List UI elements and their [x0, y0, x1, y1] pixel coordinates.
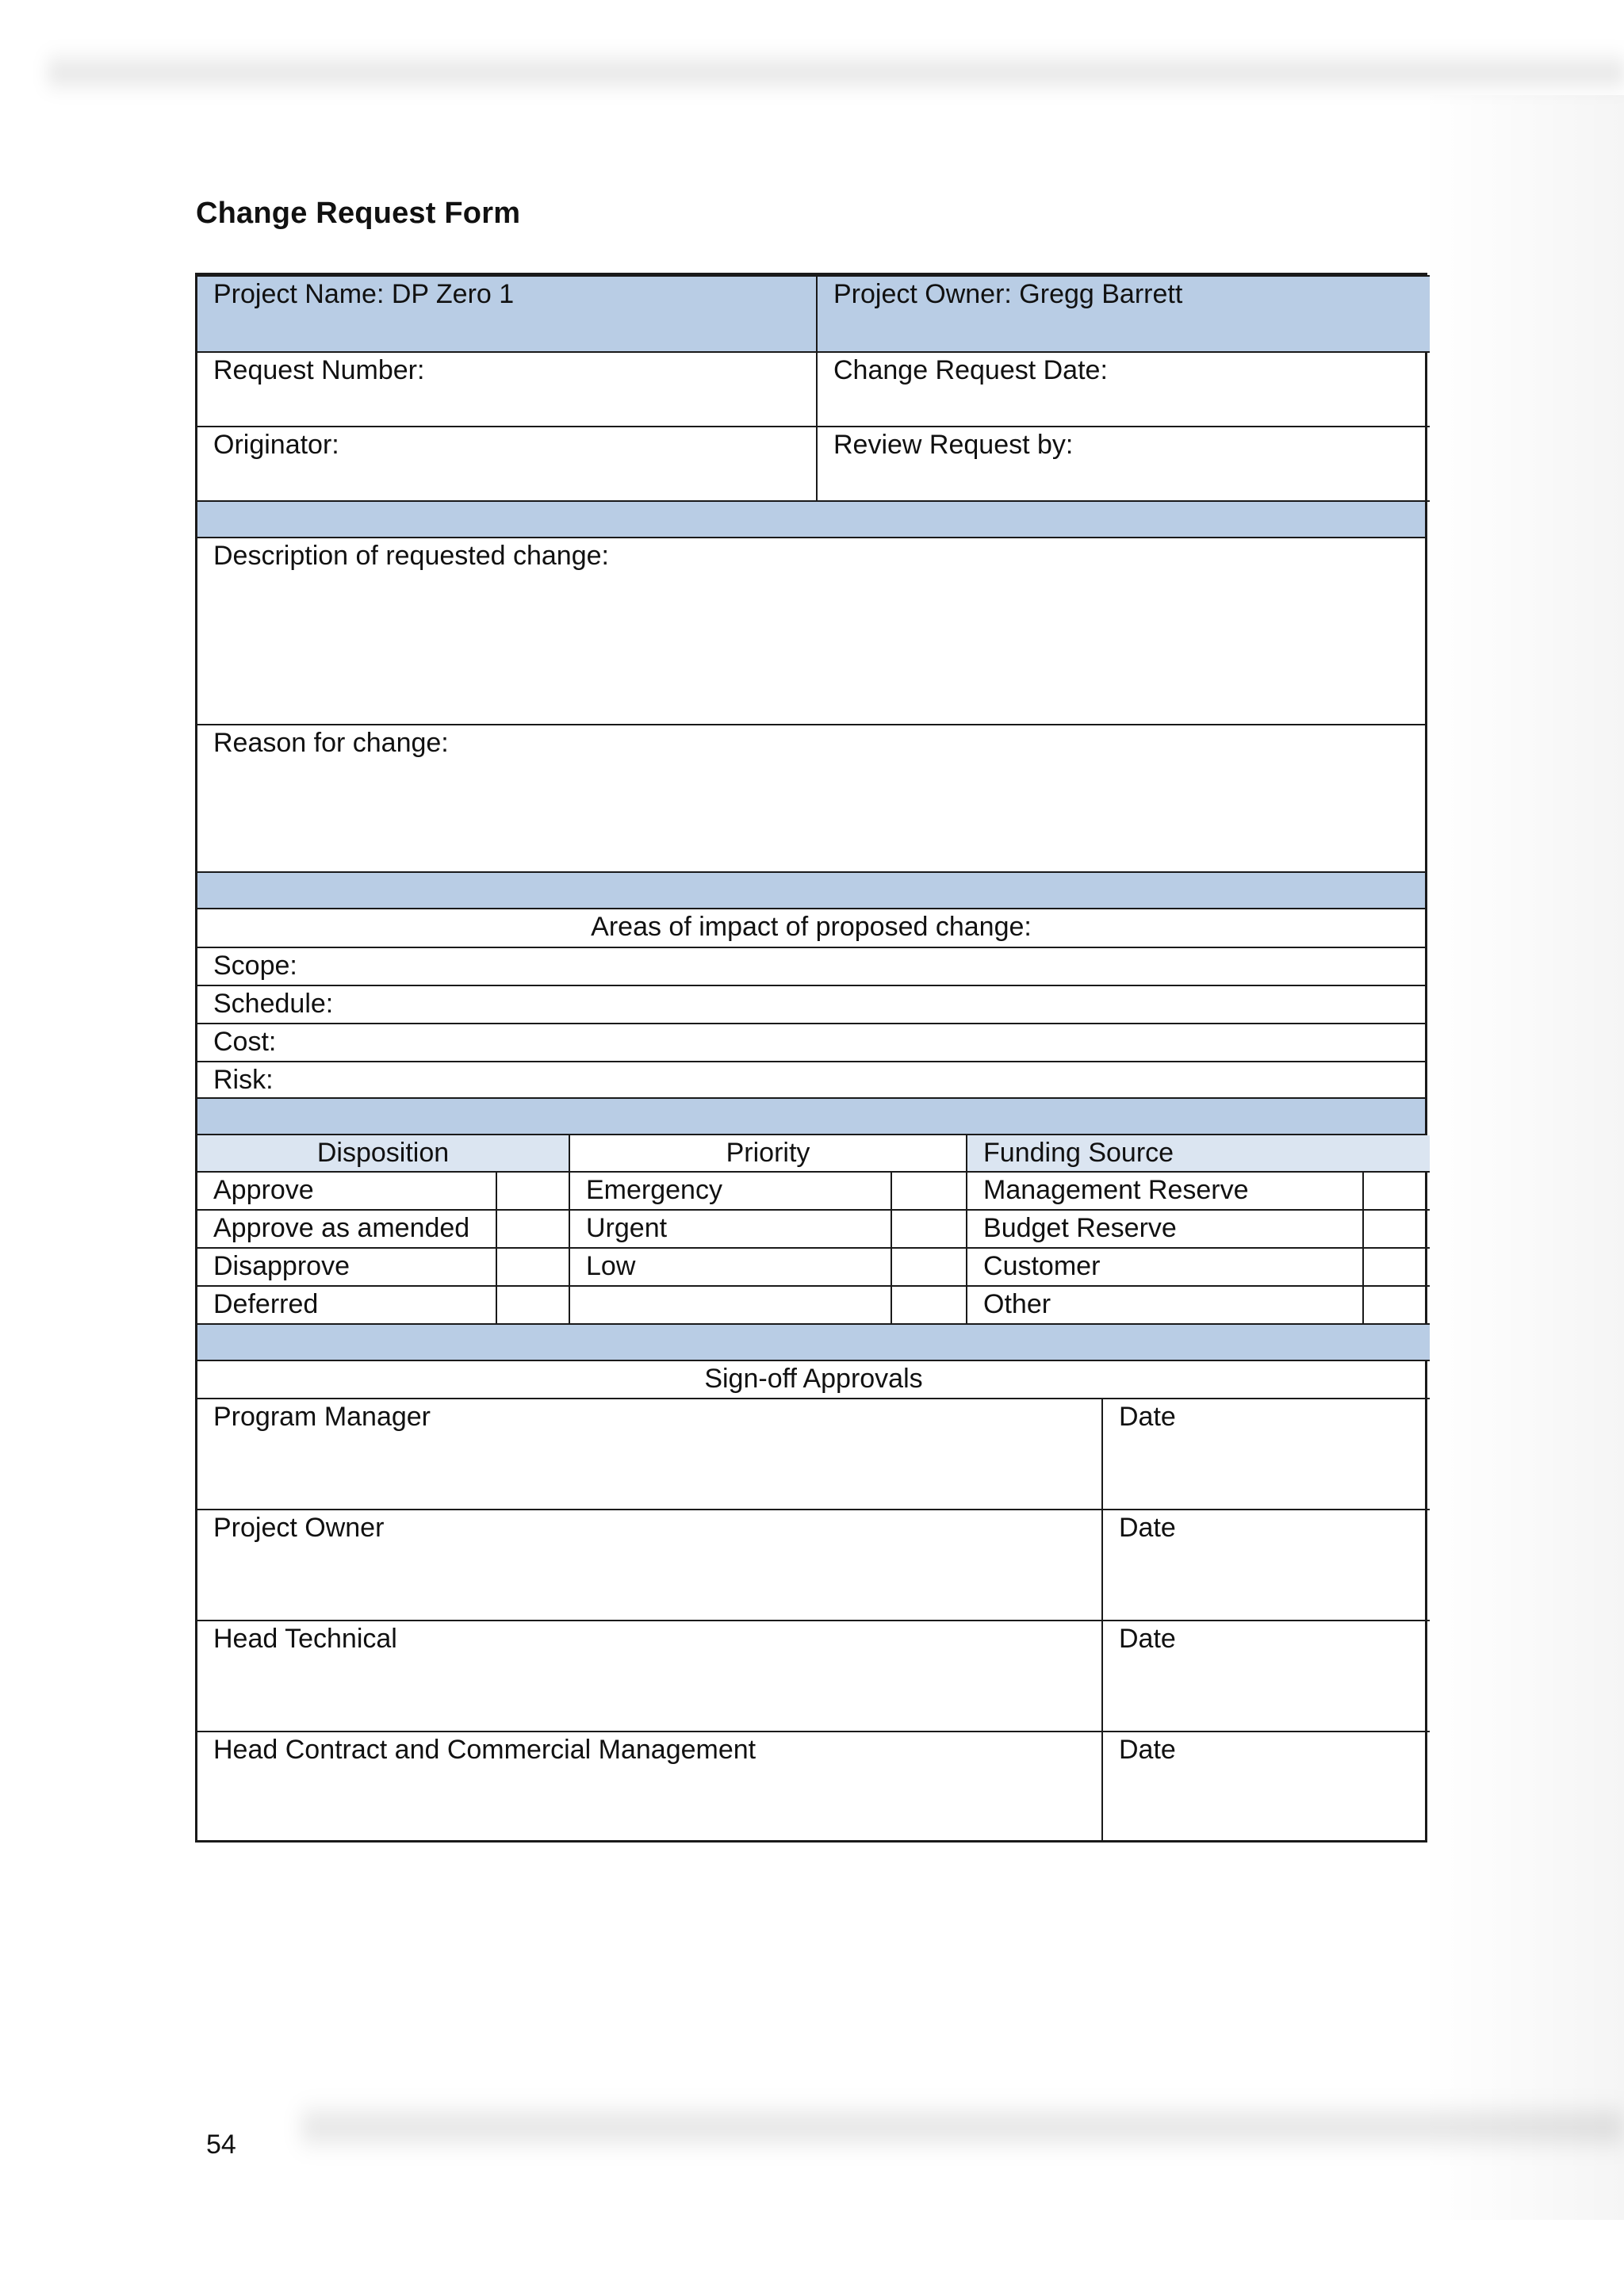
description-field[interactable]: Description of requested change: — [197, 538, 1425, 725]
priority-low-label: Low — [569, 1248, 891, 1286]
priority-emergency-checkbox[interactable] — [891, 1172, 967, 1210]
disposition-approve-label: Approve — [197, 1172, 496, 1210]
project-info-table — [197, 275, 1430, 502]
impact-cost-field[interactable]: Cost: — [197, 1024, 1425, 1062]
priority-low-checkbox[interactable] — [891, 1248, 967, 1286]
section-divider — [197, 1325, 1430, 1360]
signoff-heading: Sign-off Approvals — [197, 1360, 1430, 1399]
signoff-program-manager-date[interactable]: Date — [1102, 1399, 1430, 1510]
priority-empty-checkbox[interactable] — [891, 1286, 967, 1324]
funding-management-reserve-checkbox[interactable] — [1363, 1172, 1430, 1210]
disposition-deferred-checkbox[interactable] — [496, 1286, 569, 1324]
funding-budget-reserve-checkbox[interactable] — [1363, 1210, 1430, 1248]
originator-field[interactable]: Originator: — [197, 427, 817, 501]
priority-header: Priority — [569, 1135, 967, 1172]
disposition-header: Disposition — [197, 1135, 569, 1172]
funding-customer-label: Customer — [967, 1248, 1363, 1286]
reason-field[interactable]: Reason for change: — [197, 725, 1425, 872]
disposition-disapprove-checkbox[interactable] — [496, 1248, 569, 1286]
priority-urgent-label: Urgent — [569, 1210, 891, 1248]
signoff-head-technical-field[interactable]: Head Technical — [197, 1621, 1102, 1732]
decision-table — [197, 1135, 1430, 1325]
change-details-table — [197, 502, 1425, 909]
request-number-field[interactable]: Request Number: — [197, 352, 817, 427]
change-request-form — [195, 273, 1427, 1843]
page-shadow-right — [1419, 95, 1624, 2220]
signoff-head-technical-date[interactable]: Date — [1102, 1621, 1430, 1732]
priority-empty-label — [569, 1286, 891, 1324]
funding-customer-checkbox[interactable] — [1363, 1248, 1430, 1286]
impact-risk-field[interactable]: Risk: — [197, 1062, 1425, 1098]
review-request-by-field[interactable]: Review Request by: — [817, 427, 1430, 501]
impact-scope-field[interactable]: Scope: — [197, 947, 1425, 985]
impact-schedule-field[interactable]: Schedule: — [197, 985, 1425, 1024]
disposition-disapprove-label: Disapprove — [197, 1248, 496, 1286]
signoff-head-contract-field[interactable]: Head Contract and Commercial Management — [197, 1732, 1102, 1840]
signoff-program-manager-field[interactable]: Program Manager — [197, 1399, 1102, 1510]
priority-urgent-checkbox[interactable] — [891, 1210, 967, 1248]
disposition-approve-as-amended-label: Approve as amended — [197, 1210, 496, 1248]
funding-other-checkbox[interactable] — [1363, 1286, 1430, 1324]
funding-budget-reserve-label: Budget Reserve — [967, 1210, 1363, 1248]
page-shadow-top — [48, 48, 1624, 95]
funding-other-label: Other — [967, 1286, 1363, 1324]
impact-table — [197, 909, 1425, 1135]
project-name-cell: Project Name: DP Zero 1 — [197, 276, 817, 352]
section-divider — [197, 1098, 1425, 1135]
page-number: 54 — [206, 2130, 236, 2160]
signoff-project-owner-date[interactable]: Date — [1102, 1510, 1430, 1621]
disposition-deferred-label: Deferred — [197, 1286, 496, 1324]
page-shadow-bottom — [301, 2099, 1624, 2155]
funding-management-reserve-label: Management Reserve — [967, 1172, 1363, 1210]
signoff-table — [197, 1325, 1430, 1840]
change-request-date-field[interactable]: Change Request Date: — [817, 352, 1430, 427]
section-divider — [197, 872, 1425, 909]
form-title: Change Request Form — [196, 197, 521, 230]
project-owner-cell: Project Owner: Gregg Barrett — [817, 276, 1430, 352]
signoff-project-owner-field[interactable]: Project Owner — [197, 1510, 1102, 1621]
disposition-approve-checkbox[interactable] — [496, 1172, 569, 1210]
signoff-head-contract-date[interactable]: Date — [1102, 1732, 1430, 1840]
funding-source-header: Funding Source — [967, 1135, 1430, 1172]
priority-emergency-label: Emergency — [569, 1172, 891, 1210]
section-divider — [197, 502, 1425, 538]
disposition-approve-as-amended-checkbox[interactable] — [496, 1210, 569, 1248]
impact-heading: Areas of impact of proposed change: — [197, 909, 1425, 947]
